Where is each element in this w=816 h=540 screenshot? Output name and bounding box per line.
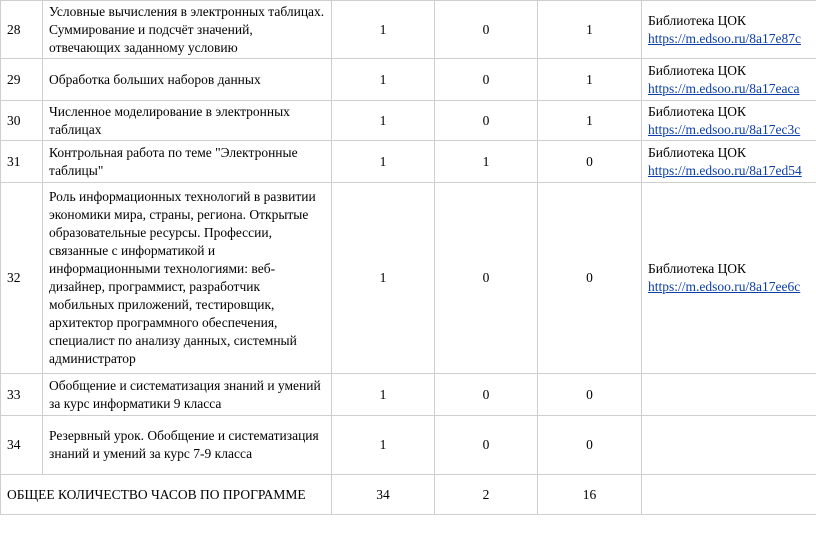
- lesson-number: 34: [1, 416, 43, 475]
- hours-total: 1: [332, 416, 435, 475]
- summary-practice: 16: [538, 475, 642, 515]
- hours-total: 1: [332, 1, 435, 59]
- hours-control: 1: [435, 141, 538, 183]
- table-row: [1, 101, 816, 141]
- resource-cell: [642, 1, 816, 59]
- table-row: [1, 141, 816, 183]
- resource-cell: [642, 416, 816, 475]
- resource-link[interactable]: https://m.edsoo.ru/8a17ec3c: [648, 121, 801, 137]
- lesson-topic: Резервный урок. Обобщение и систематизация знаний и умений за курс 7-9 класса: [43, 416, 332, 475]
- summary-label: ОБЩЕЕ КОЛИЧЕСТВО ЧАСОВ ПО ПРОГРАММЕ: [1, 475, 332, 515]
- lesson-number: 33: [1, 374, 43, 416]
- table-row: [1, 1, 816, 59]
- hours-total: 1: [332, 374, 435, 416]
- summary-resource-cell: [642, 475, 816, 515]
- hours-total: 1: [332, 59, 435, 101]
- resource-label: Библиотека ЦОК: [648, 62, 746, 78]
- lesson-number: 31: [1, 141, 43, 183]
- hours-practice: 1: [538, 1, 642, 59]
- hours-control: 0: [435, 1, 538, 59]
- resource-label: Библиотека ЦОК: [648, 261, 746, 276]
- resource-cell: [642, 101, 816, 141]
- lesson-number: 28: [1, 1, 43, 59]
- resource-link[interactable]: https://m.edsoo.ru/8a17eaca: [648, 80, 800, 96]
- hours-control: 0: [435, 416, 538, 475]
- resource-cell: [642, 183, 816, 374]
- table-row: [1, 183, 816, 374]
- hours-practice: 1: [538, 101, 642, 141]
- resource-label: Библиотека ЦОК: [648, 144, 746, 160]
- hours-total: 1: [332, 101, 435, 141]
- lesson-topic: Обобщение и систематизация знаний и умений за курс информатики 9 класса: [43, 374, 332, 416]
- summary-total: 34: [332, 475, 435, 515]
- hours-practice: 1: [538, 59, 642, 101]
- resource-label: Библиотека ЦОК: [648, 12, 746, 28]
- lesson-topic: Контрольная работа по теме "Электронные таблицы": [43, 141, 332, 183]
- hours-practice: 0: [538, 183, 642, 374]
- lesson-topic: Обработка больших наборов данных: [43, 59, 332, 101]
- hours-practice: 0: [538, 141, 642, 183]
- table-row: [1, 59, 816, 101]
- hours-control: 0: [435, 59, 538, 101]
- summary-control: 2: [435, 475, 538, 515]
- hours-practice: 0: [538, 416, 642, 475]
- hours-total: 1: [332, 141, 435, 183]
- lesson-number: 30: [1, 101, 43, 141]
- lesson-topic: Роль информационных технологий в развитии экономики мира, страны, региона. Открытые образовательные ресурсы. Профессии, связанные с информатикой и информационными технологиями: веб-дизайнер, программист, разработчик мобильных приложений, тестировщик, архитектор программного обеспечения, специалист по анализу данных, системный администратор: [43, 183, 332, 374]
- hours-control: 0: [435, 374, 538, 416]
- lesson-topic: Условные вычисления в электронных таблицах. Суммирование и подсчёт значений, отвечающих заданному условию: [43, 1, 332, 59]
- resource-link[interactable]: https://m.edsoo.ru/8a17ee6c: [648, 279, 801, 294]
- summary-row: [1, 475, 816, 515]
- table-row: [1, 416, 816, 475]
- resource-cell: [642, 374, 816, 416]
- lesson-topic: Численное моделирование в электронных таблицах: [43, 101, 332, 141]
- hours-control: 0: [435, 183, 538, 374]
- hours-practice: 0: [538, 374, 642, 416]
- table-row: [1, 374, 816, 416]
- resource-link[interactable]: https://m.edsoo.ru/8a17e87c: [648, 30, 801, 46]
- resource-cell: [642, 59, 816, 101]
- lesson-number: 29: [1, 59, 43, 101]
- resource-label: Библиотека ЦОК: [648, 103, 746, 119]
- hours-total: 1: [332, 183, 435, 374]
- lesson-number: 32: [1, 183, 43, 374]
- resource-cell: [642, 141, 816, 183]
- hours-control: 0: [435, 101, 538, 141]
- resource-link[interactable]: https://m.edsoo.ru/8a17ed54: [648, 162, 802, 178]
